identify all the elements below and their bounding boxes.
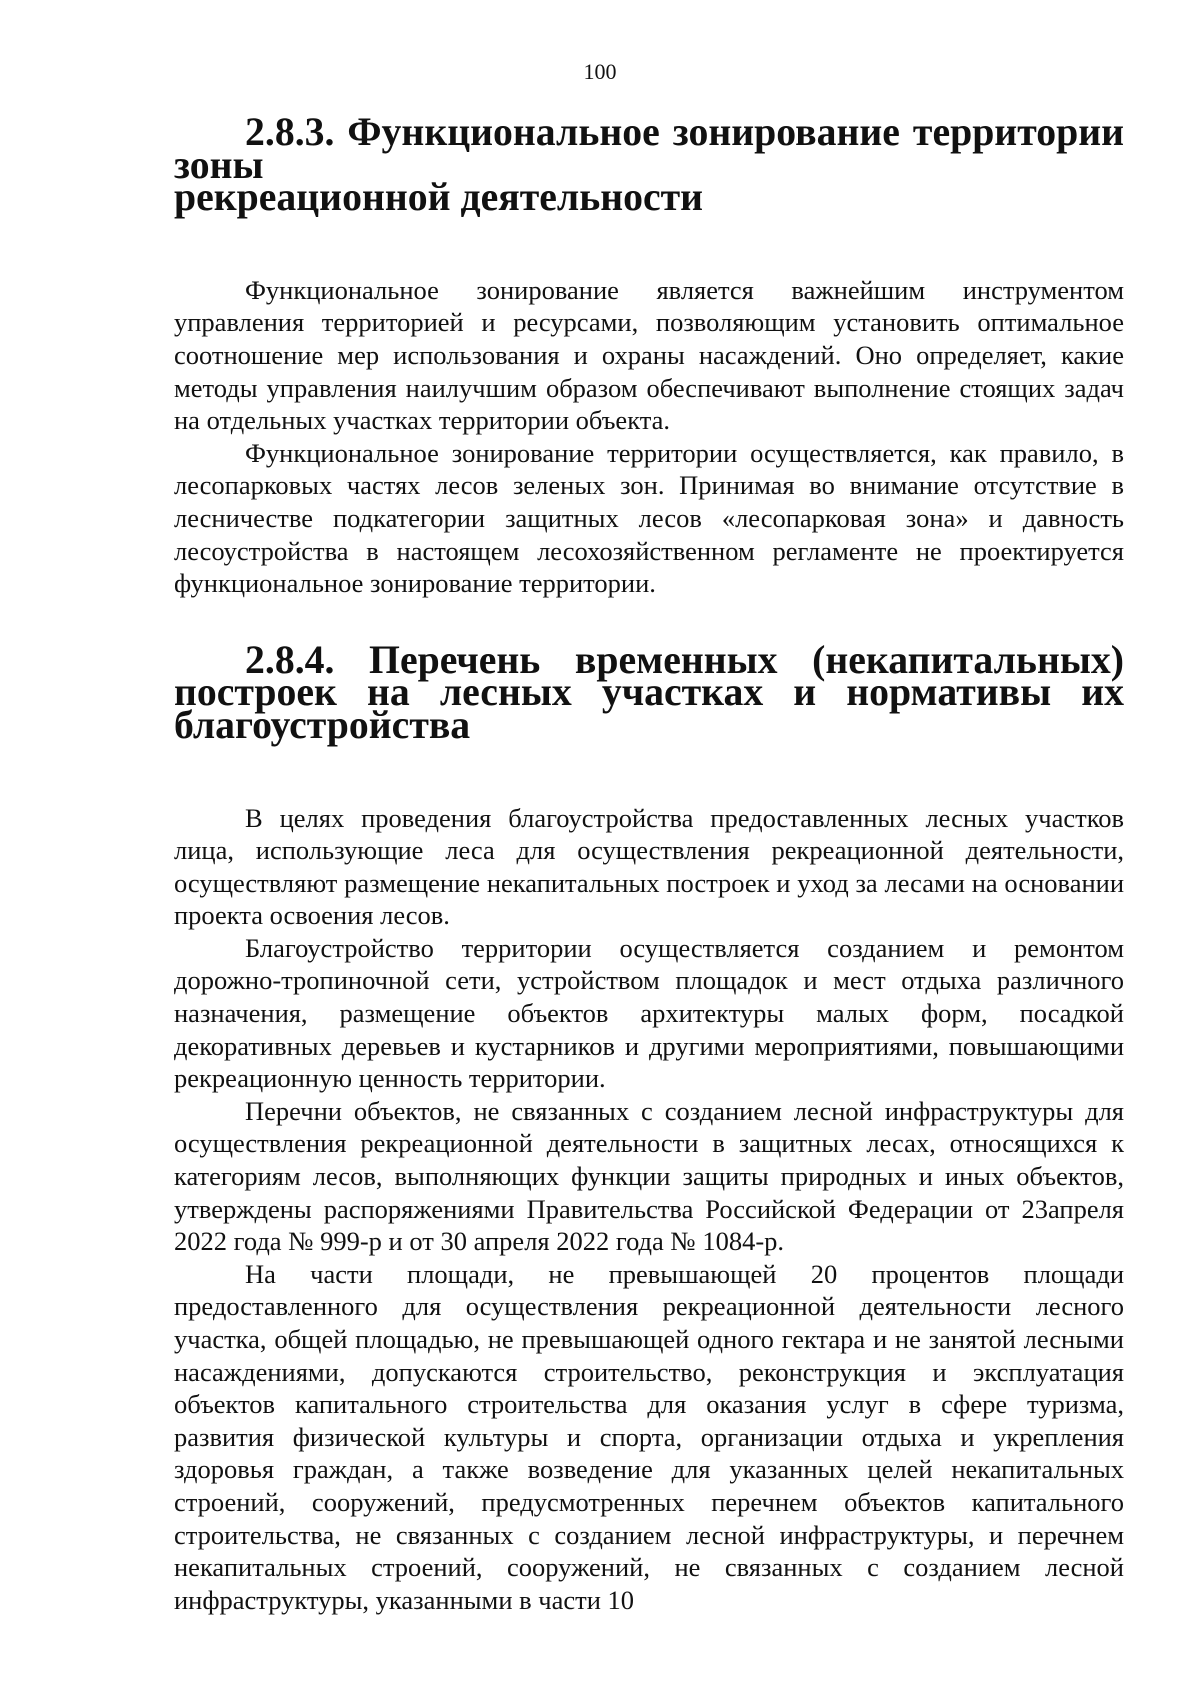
spacer [174,214,1124,274]
text-column [174,110,1124,1616]
section-heading-2-8-4: 2.8.4. Перечень временных (некапитальных) построек на лесных участках и нормативы их благоустройства [174,637,1124,747]
paragraph: Благоустройство территории осуществляется созданием и ремонтом дорожно-тропиночной сети, устройством площадок и мест отдыха различного назначения, размещение объектов архитектуры малых форм, посадкой декоративных деревьев и кустарников и другими мероприятиями, повышающими рекреационную ценность территории. [174,932,1124,1094]
paragraph: Перечни объектов, не связанных с созданием лесной инфраструктуры для осуществления рекреационной деятельности в защитных лесах, относящихся к категориям лесов, выполняющих функции защиты природных и иных объектов, утверждены распоряжениями Правительства Российской Федерации от 23апреля 2022 года № 999-р и от 30 апреля 2022 года № 1084-р. [174,1095,1124,1257]
section-heading-2-8-3-line-1: 2.8.3. Функциональное зонирование территории зоны [174,110,1124,187]
paragraph: Функциональное зонирование территории осуществляется, как правило, в лесопарковых частях лесов зеленых зон. Принимая во внимание отсутствие в лесничестве подкатегории защитных лесов «лесопарковая зона» и давность лесоустройства в настоящем лесохозяйственном регламенте не проектируется функциональное зонирование территории. [174,437,1124,599]
section-heading-2-8-3 [174,110,1124,220]
paragraph: В целях проведения благоустройства предоставленных лесных участков лица, использующие леса для осуществления рекреационной деятельности, осуществляют размещение некапитальных построек и уход за лесами на основании проекта освоения лесов. [174,802,1124,931]
section-heading-2-8-3-line-2: рекреационной деятельности [174,175,704,220]
paragraph: Функциональное зонирование является важнейшим инструментом управления территорией и ресурсами, позволяющим установить оптимальное соотношение мер использования и охраны насаждений. Оно определяет, какие методы управления наилучшим образом обеспечивают выполнение стоящих задач на отдельных участках территории объекта. [174,274,1124,436]
page-number: 100 [583,59,617,84]
spacer [174,742,1124,802]
paragraph: На части площади, не превышающей 20 процентов площади предоставленного для осуществления рекреационной деятельности лесного участка, общей площадью, не превышающей одного гектара и не занятой лесными насаждениями, допускаются строительство, реконструкция и эксплуатация объектов капитального строительства для оказания услуг в сфере туризма, развития физической культуры и спорта, организации отдыха и укрепления здоровья граждан, а также возведение для указанных целей некапитальных строений, сооружений, предусмотренных перечнем объектов капитального строительства, не связанных с созданием лесной инфраструктуры, и перечнем некапитальных строений, сооружений, не связанных с созданием лесной инфраструктуры, указанными в части 10 [174,1258,1124,1615]
